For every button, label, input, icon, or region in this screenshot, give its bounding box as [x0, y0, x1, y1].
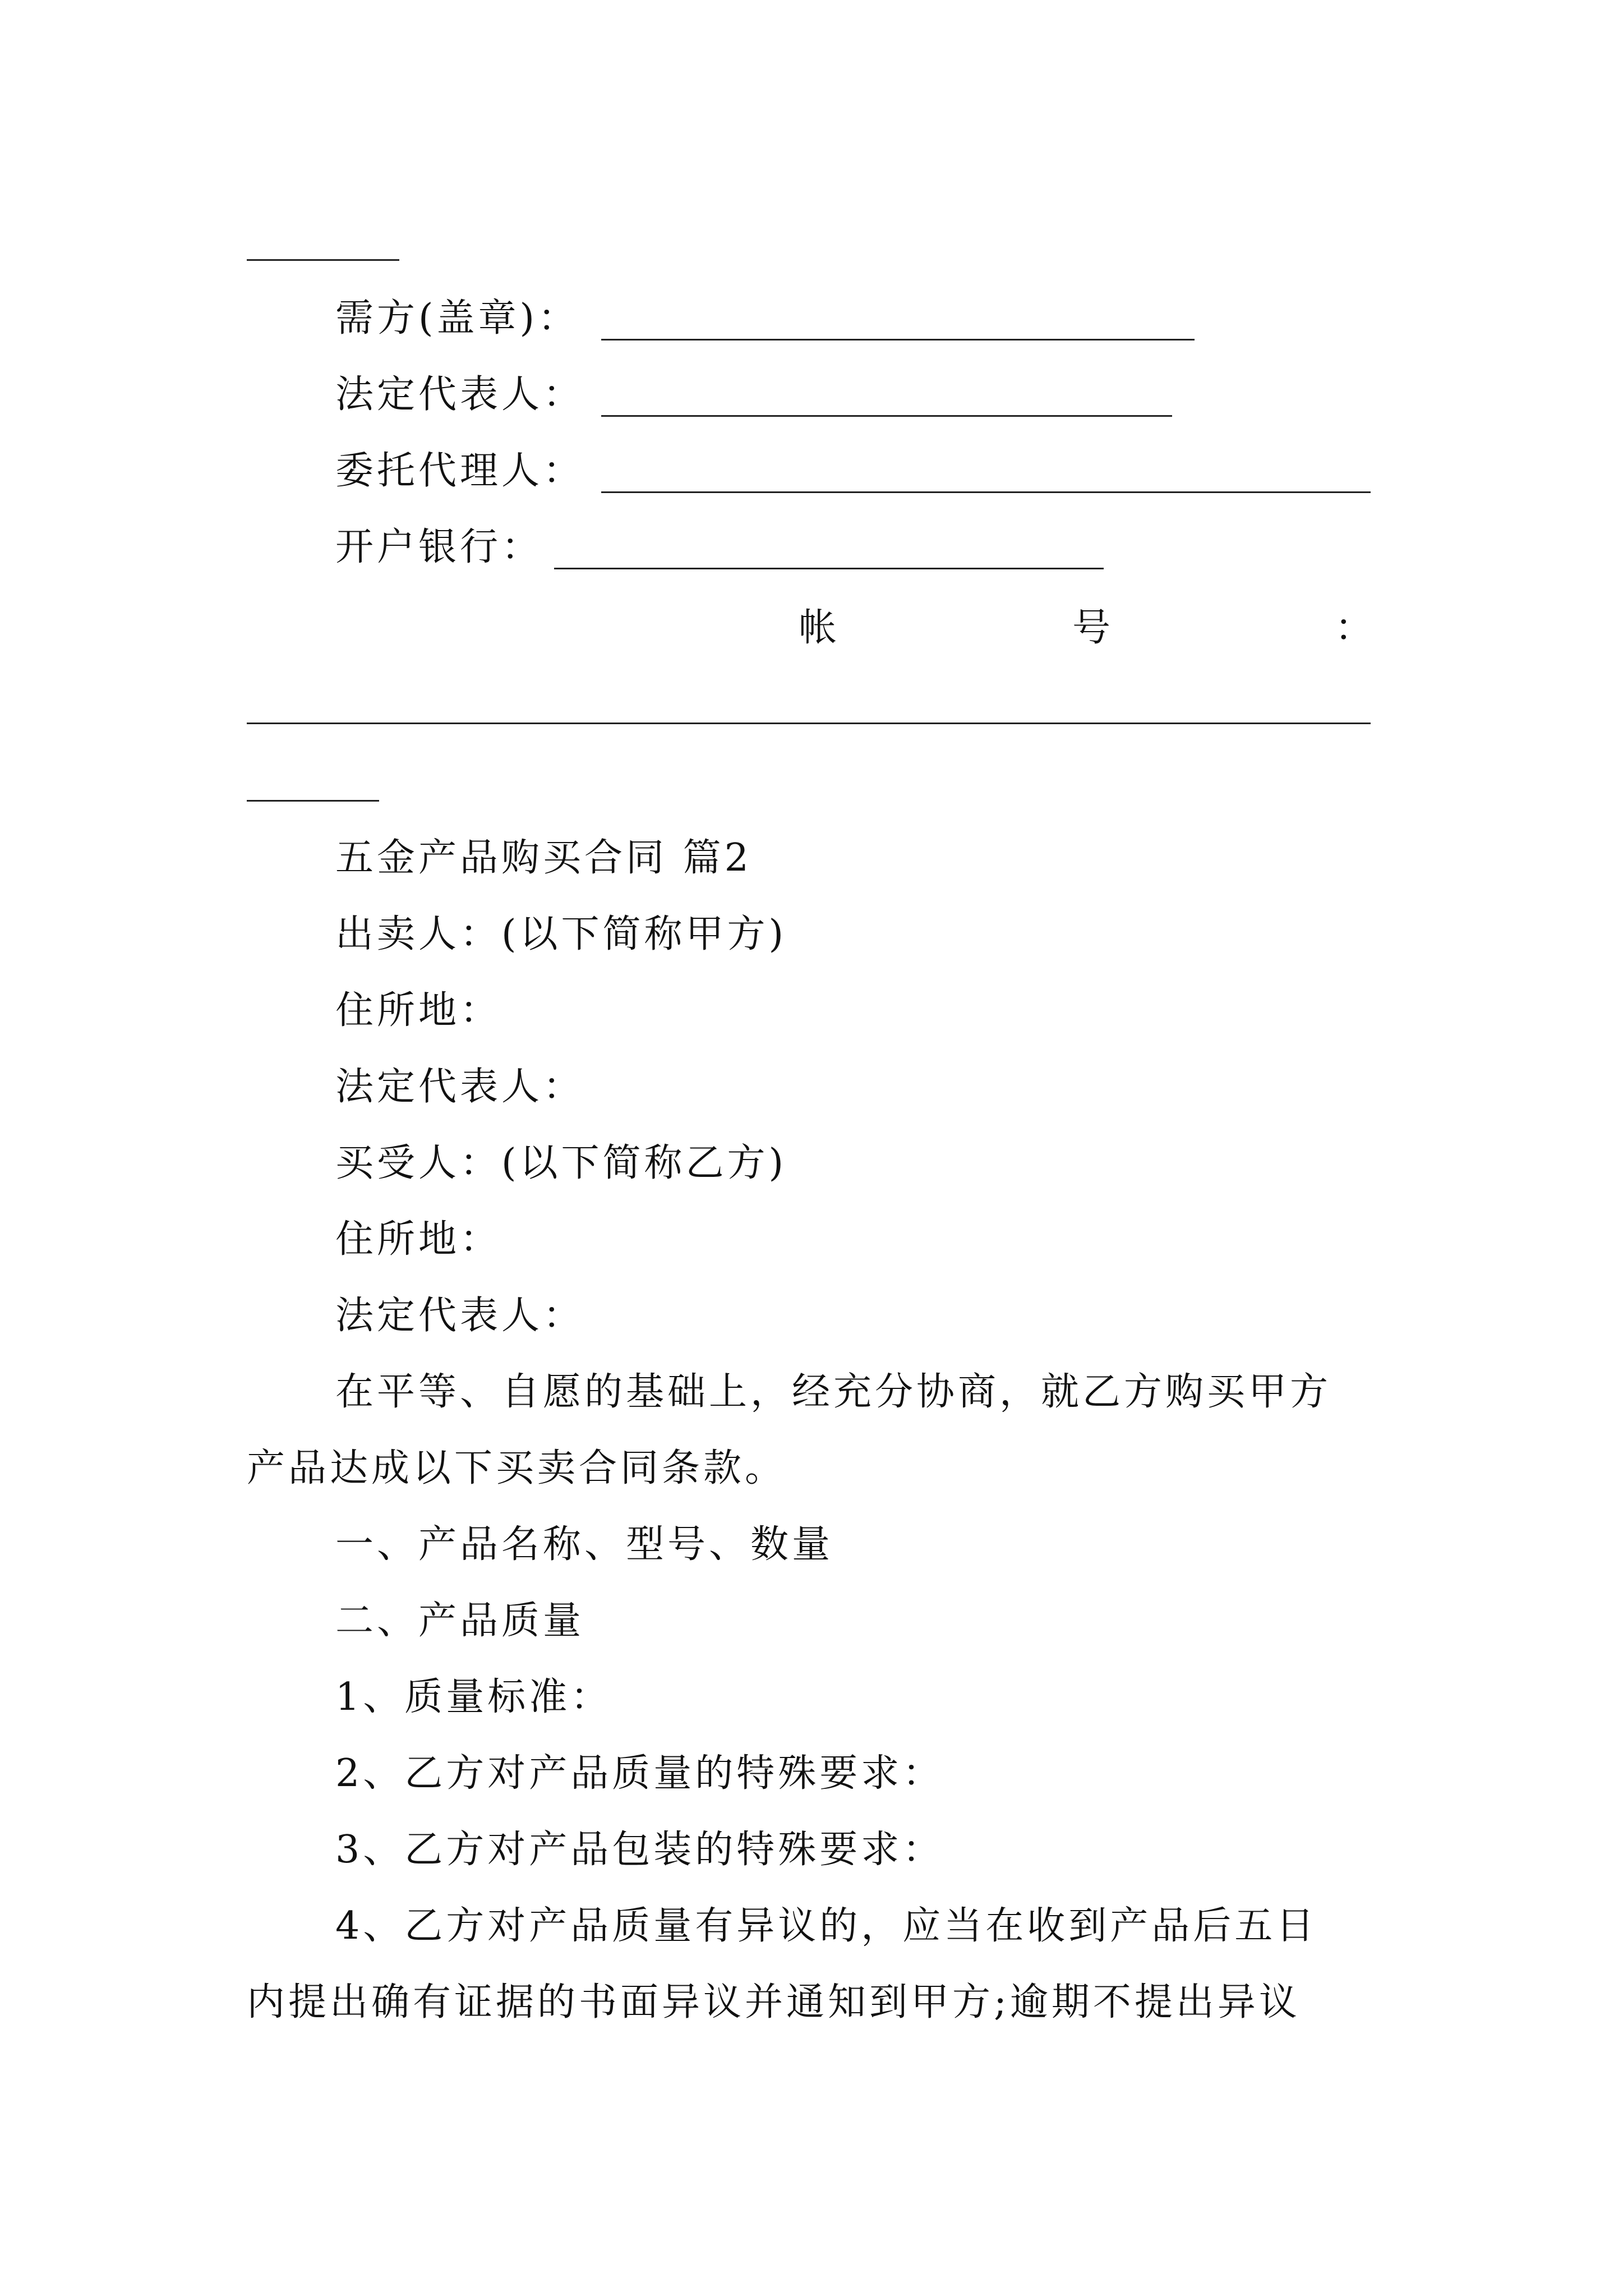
- intro-paragraph-line-2: 产品达成以下买卖合同条款。: [247, 1446, 787, 1490]
- buyer-seal-label: 需方(盖章)：: [335, 296, 580, 341]
- top-short-rule: [247, 259, 399, 261]
- account-long-rule: [247, 723, 1371, 724]
- contract-title: 五金产品购买合同 篇2: [335, 836, 752, 880]
- quality-item-4-line-2: 内提出确有证据的书面异议并通知到甲方;逾期不提出异议: [247, 1980, 1301, 2024]
- buyer-address-line: 住所地：: [335, 1217, 502, 1262]
- seller-address-line: 住所地：: [335, 988, 502, 1033]
- legal-rep-label: 法定代表人：: [335, 372, 585, 417]
- agent-label: 委托代理人：: [335, 449, 585, 493]
- quality-item-3: 3、乙方对产品包装的特殊要求：: [335, 1828, 944, 1872]
- agent-blank: [601, 491, 1371, 493]
- section-1-heading: 一、产品名称、型号、数量: [335, 1522, 834, 1567]
- buyer-seal-blank: [601, 339, 1195, 341]
- buyer-line: 买受人：(以下简称乙方): [335, 1141, 787, 1185]
- bank-label: 开户银行：: [335, 525, 543, 569]
- legal-rep-blank: [601, 415, 1172, 417]
- quality-item-4-line-1: 4、乙方对产品质量有异议的，应当在收到产品后五日: [335, 1904, 1318, 1948]
- account-char-1: 帐: [799, 606, 837, 650]
- account-short-rule: [247, 800, 379, 802]
- intro-paragraph-line-1: 在平等、自愿的基础上，经充分协商，就乙方购买甲方: [335, 1370, 1332, 1414]
- bank-blank: [554, 568, 1104, 569]
- seller-line: 出卖人：(以下简称甲方): [335, 912, 787, 956]
- account-char-2: 号: [1072, 606, 1111, 650]
- quality-item-1: 1、质量标准：: [335, 1675, 612, 1719]
- section-2-heading: 二、产品质量: [335, 1599, 585, 1643]
- buyer-rep-line: 法定代表人：: [335, 1294, 585, 1338]
- account-colon: ：: [1335, 606, 1373, 650]
- seller-rep-line: 法定代表人：: [335, 1065, 585, 1109]
- quality-item-2: 2、乙方对产品质量的特殊要求：: [335, 1751, 944, 1796]
